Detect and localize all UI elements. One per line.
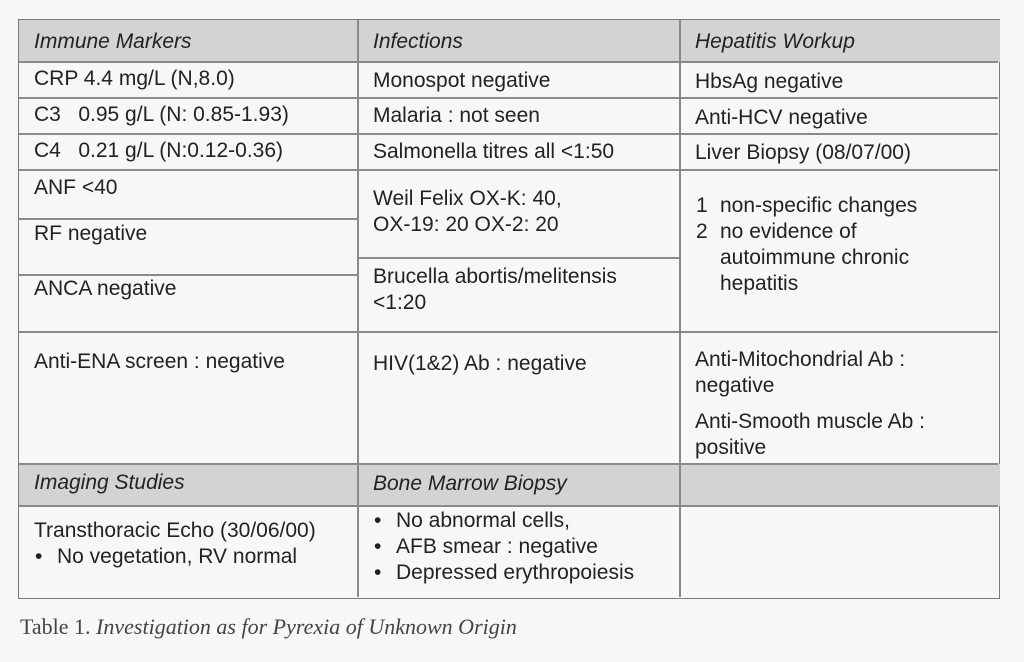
- bone-marrow-item-3: [358, 560, 680, 586]
- finding-2-text-2: autoimmune chronic: [720, 246, 910, 269]
- anti-hcv-cell: Anti-HCV negative: [695, 106, 868, 129]
- header-immune-markers: Immune Markers: [19, 20, 358, 62]
- grid-line: [19, 133, 998, 135]
- echo-item-text: No vegetation, RV normal: [57, 545, 298, 568]
- bone-marrow-cell: [358, 506, 680, 586]
- salmonella-cell: Salmonella titres all <1:50: [373, 140, 615, 163]
- echo-bullet-list: [19, 544, 358, 570]
- grid-line: [19, 331, 998, 333]
- finding-2-number: 2: [696, 220, 708, 243]
- grid-line: [358, 257, 680, 259]
- finding-1-number: 1: [696, 194, 708, 217]
- caption-label: Table 1.: [20, 614, 91, 639]
- investigation-table: [18, 19, 1000, 599]
- finding-1-text: non-specific changes: [720, 194, 918, 217]
- rf-cell: RF negative: [34, 222, 148, 245]
- brucella-cell: [358, 258, 680, 316]
- grid-line: [19, 274, 358, 276]
- liver-biopsy-cell: Liver Biopsy (08/07/00): [695, 141, 911, 164]
- weil-felix-line-1: Weil Felix OX-K: 40,: [373, 187, 562, 210]
- finding-2: [680, 219, 1000, 297]
- grid-line: [357, 20, 359, 597]
- caption-text: Investigation as for Pyrexia of Unknown Origin: [96, 614, 517, 639]
- brucella-line-1: Brucella abortis/melitensis: [373, 265, 617, 288]
- imaging-cell: [19, 506, 358, 570]
- header-imaging-studies: Imaging Studies: [19, 464, 358, 506]
- echo-title: Transthoracic Echo (30/06/00): [34, 519, 316, 542]
- bone-marrow-item-text: Depressed erythropoiesis: [396, 561, 635, 584]
- weil-felix-line-2: OX-19: 20 OX-2: 20: [373, 213, 559, 236]
- finding-1: [680, 193, 1000, 219]
- header-bone-marrow-biopsy: Bone Marrow Biopsy: [358, 464, 680, 506]
- hiv-cell: HIV(1&2) Ab : negative: [373, 352, 587, 375]
- hbsag-cell: HbsAg negative: [695, 70, 844, 93]
- bone-marrow-item-text: No abnormal cells,: [396, 509, 570, 532]
- anti-ena-cell: Anti-ENA screen : negative: [34, 350, 285, 373]
- anti-smooth-muscle-line-1: Anti-Smooth muscle Ab :: [695, 410, 925, 433]
- monospot-cell: Monospot negative: [373, 69, 551, 92]
- grid-line: [679, 20, 681, 597]
- grid-line: [19, 505, 998, 507]
- c4-cell: C4 0.21 g/L (N:0.12-0.36): [34, 139, 284, 162]
- grid-line: [19, 169, 998, 171]
- header-infections: Infections: [358, 20, 680, 62]
- grid-line: [19, 97, 998, 99]
- echo-item: [19, 544, 358, 570]
- bullet-icon: •: [374, 509, 382, 532]
- malaria-cell: Malaria : not seen: [373, 104, 540, 127]
- grid-line: [19, 463, 998, 465]
- bone-marrow-item-1: [358, 508, 680, 534]
- anti-mitochondrial-line-2: negative: [695, 374, 775, 397]
- bone-marrow-item-text: AFB smear : negative: [396, 535, 598, 558]
- table-caption: [20, 614, 517, 640]
- anti-smooth-muscle-line-2: positive: [695, 436, 767, 459]
- bone-marrow-item-2: [358, 534, 680, 560]
- finding-2-text-3: hepatitis: [720, 272, 799, 295]
- header-empty: [680, 464, 1000, 506]
- c3-cell: C3 0.95 g/L (N: 0.85-1.93): [34, 103, 289, 126]
- bullet-icon: •: [35, 545, 43, 568]
- bullet-icon: •: [374, 535, 382, 558]
- weil-felix-cell: [358, 170, 680, 238]
- anti-antibodies-cell: [680, 347, 1000, 461]
- grid-line: [19, 61, 998, 63]
- liver-biopsy-findings: [680, 170, 1000, 297]
- brucella-line-2: <1:20: [373, 291, 427, 314]
- grid-line: [19, 218, 358, 220]
- anti-mitochondrial-line-1: Anti-Mitochondrial Ab :: [695, 348, 906, 371]
- bullet-icon: •: [374, 561, 382, 584]
- anf-cell: ANF <40: [34, 176, 118, 199]
- crp-cell: CRP 4.4 mg/L (N,8.0): [34, 67, 235, 90]
- anca-cell: ANCA negative: [34, 277, 177, 300]
- finding-2-text-1: no evidence of: [720, 220, 857, 243]
- header-hepatitis-workup: Hepatitis Workup: [680, 20, 1000, 62]
